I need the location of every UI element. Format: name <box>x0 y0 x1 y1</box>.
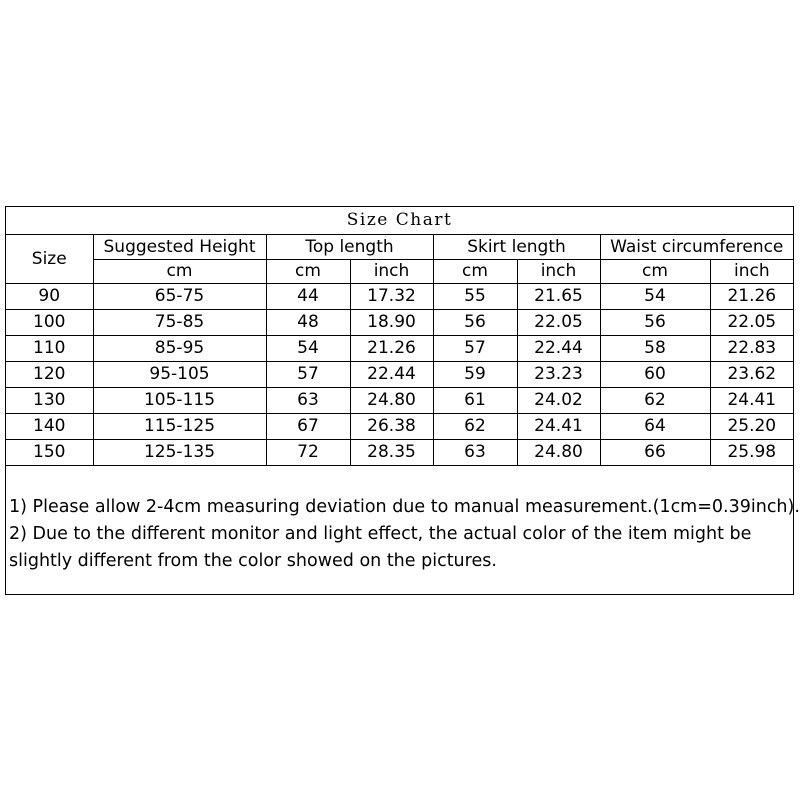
cell-skirt-inch: 22.44 <box>517 336 600 362</box>
table-row <box>6 388 793 414</box>
header-suggested-height: Suggested Height <box>93 235 266 260</box>
cell-size: 110 <box>6 336 93 362</box>
cell-skirt-inch: 24.02 <box>517 388 600 414</box>
cell-top-inch: 28.35 <box>350 440 433 466</box>
cell-height: 115-125 <box>93 414 266 440</box>
cell-skirt-cm: 57 <box>433 336 517 362</box>
cell-height: 85-95 <box>93 336 266 362</box>
header-skirt-inch: inch <box>517 260 600 284</box>
cell-height: 105-115 <box>93 388 266 414</box>
cell-top-inch: 17.32 <box>350 284 433 310</box>
header-skirt-length: Skirt length <box>433 235 600 260</box>
cell-waist-cm: 60 <box>600 362 710 388</box>
cell-size: 150 <box>6 440 93 466</box>
size-table <box>6 207 793 466</box>
cell-skirt-cm: 61 <box>433 388 517 414</box>
cell-top-cm: 63 <box>266 388 350 414</box>
header-height-cm: cm <box>93 260 266 284</box>
cell-size: 140 <box>6 414 93 440</box>
cell-waist-cm: 64 <box>600 414 710 440</box>
cell-waist-inch: 24.41 <box>710 388 793 414</box>
table-row <box>6 440 793 466</box>
cell-top-cm: 72 <box>266 440 350 466</box>
cell-top-inch: 22.44 <box>350 362 433 388</box>
cell-top-cm: 48 <box>266 310 350 336</box>
header-waist-cm: cm <box>600 260 710 284</box>
cell-skirt-cm: 56 <box>433 310 517 336</box>
cell-skirt-cm: 59 <box>433 362 517 388</box>
cell-top-inch: 18.90 <box>350 310 433 336</box>
header-top-inch: inch <box>350 260 433 284</box>
cell-size: 90 <box>6 284 93 310</box>
header-waist-inch: inch <box>710 260 793 284</box>
cell-skirt-inch: 22.05 <box>517 310 600 336</box>
header-top-cm: cm <box>266 260 350 284</box>
table-row <box>6 284 793 310</box>
cell-waist-inch: 22.83 <box>710 336 793 362</box>
cell-size: 130 <box>6 388 93 414</box>
cell-skirt-cm: 55 <box>433 284 517 310</box>
table-row <box>6 336 793 362</box>
size-chart <box>5 206 800 595</box>
cell-top-cm: 54 <box>266 336 350 362</box>
table-row <box>6 414 793 440</box>
cell-size: 120 <box>6 362 93 388</box>
chart-title: Size Chart <box>6 207 793 235</box>
header-top-length: Top length <box>266 235 433 260</box>
cell-waist-inch: 23.62 <box>710 362 793 388</box>
cell-skirt-cm: 62 <box>433 414 517 440</box>
measurement-notes <box>9 494 800 575</box>
cell-waist-cm: 62 <box>600 388 710 414</box>
cell-height: 95-105 <box>93 362 266 388</box>
header-waist-circumference: Waist circumference <box>600 235 793 260</box>
note-line-2: 2) Due to the different monitor and light effect, the actual color of the item might be <box>9 524 752 544</box>
cell-skirt-inch: 24.80 <box>517 440 600 466</box>
cell-waist-inch: 22.05 <box>710 310 793 336</box>
cell-height: 75-85 <box>93 310 266 336</box>
cell-size: 100 <box>6 310 93 336</box>
cell-top-cm: 44 <box>266 284 350 310</box>
cell-waist-inch: 21.26 <box>710 284 793 310</box>
table-row <box>6 362 793 388</box>
cell-top-inch: 21.26 <box>350 336 433 362</box>
cell-waist-inch: 25.98 <box>710 440 793 466</box>
cell-skirt-inch: 23.23 <box>517 362 600 388</box>
cell-waist-cm: 58 <box>600 336 710 362</box>
cell-skirt-cm: 63 <box>433 440 517 466</box>
cell-top-cm: 57 <box>266 362 350 388</box>
header-skirt-cm: cm <box>433 260 517 284</box>
cell-waist-cm: 54 <box>600 284 710 310</box>
cell-height: 125-135 <box>93 440 266 466</box>
cell-waist-inch: 25.20 <box>710 414 793 440</box>
cell-top-inch: 24.80 <box>350 388 433 414</box>
cell-waist-cm: 56 <box>600 310 710 336</box>
cell-skirt-inch: 24.41 <box>517 414 600 440</box>
note-line-1: 1) Please allow 2-4cm measuring deviation due to manual measurement.(1cm=0.39inch). <box>9 497 800 517</box>
cell-skirt-inch: 21.65 <box>517 284 600 310</box>
cell-top-inch: 26.38 <box>350 414 433 440</box>
cell-top-cm: 67 <box>266 414 350 440</box>
cell-height: 65-75 <box>93 284 266 310</box>
cell-waist-cm: 66 <box>600 440 710 466</box>
header-size: Size <box>6 235 93 284</box>
table-row <box>6 310 793 336</box>
note-line-3: slightly different from the color showed on the pictures. <box>9 551 497 571</box>
